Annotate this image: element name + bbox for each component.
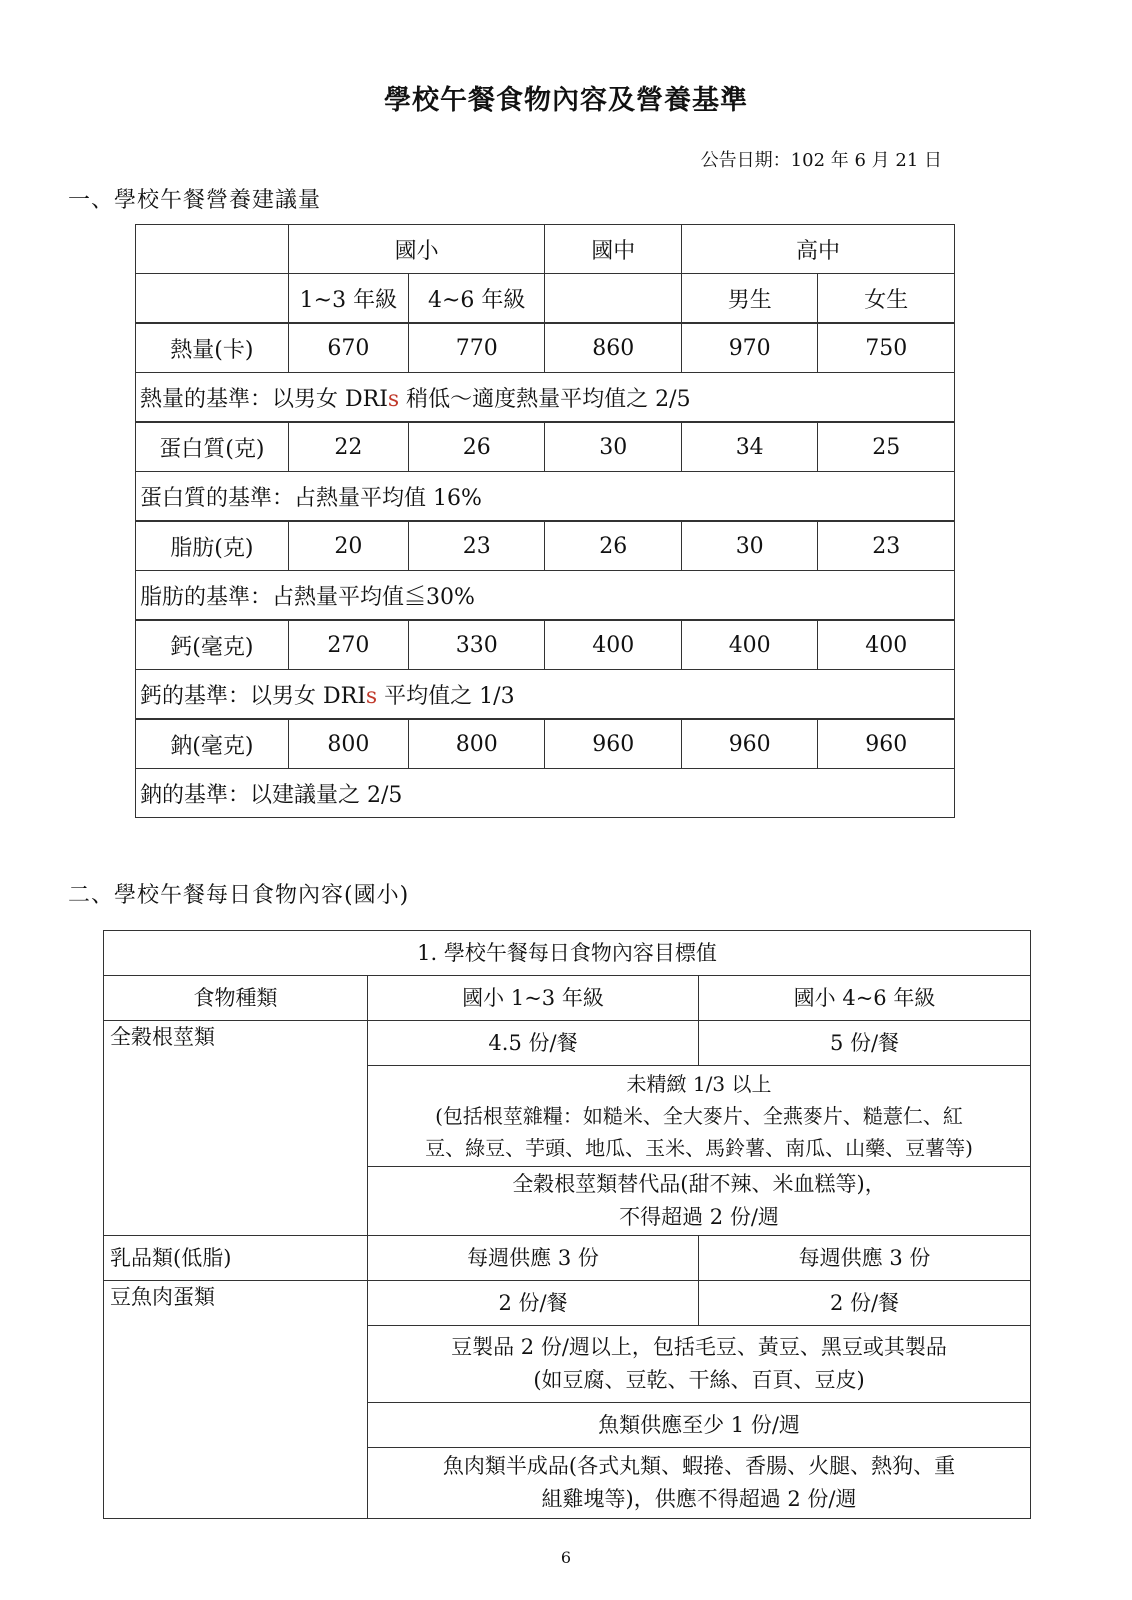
table-row: [104, 1021, 1031, 1066]
standard-note: 蛋白質的基準：占熱量平均值 16%: [136, 472, 955, 522]
row-label: 熱量(卡): [136, 323, 289, 373]
value-cell: 23: [408, 521, 545, 571]
value-cell: 270: [288, 620, 408, 670]
daily-food-table: [103, 930, 1031, 1519]
grains-unrefined-note: 未精緻 1/3 以上 (包括根莖雜糧：如糙米、全大麥片、全燕麥片、糙薏仁、紅 豆、綠豆、芋頭、地瓜、玉米、馬鈴薯、南瓜、山藥、豆薯等): [368, 1066, 1031, 1167]
value-cell: 400: [681, 620, 817, 670]
note-row: [136, 472, 955, 522]
table-subheader-row: [136, 274, 955, 324]
table-row: [136, 620, 955, 670]
row-label: 蛋白質(克): [136, 422, 289, 472]
nutrition-table: [135, 224, 955, 818]
standard-note: 熱量的基準：以男女 DRIs 稍低～適度熱量平均值之 2/5: [136, 373, 955, 423]
subheader-junior-empty: [545, 274, 681, 324]
note-row: [136, 373, 955, 423]
dairy-grade-1-3: 每週供應 3 份: [368, 1236, 699, 1281]
value-cell: 960: [818, 719, 955, 769]
protein-grade-1-3: 2 份/餐: [368, 1281, 699, 1326]
category-protein: 豆魚肉蛋類: [104, 1281, 368, 1519]
table-row: [136, 719, 955, 769]
value-cell: 330: [408, 620, 545, 670]
header-empty-cell: [136, 225, 289, 274]
value-cell: 970: [681, 323, 817, 373]
standard-note: 鈣的基準：以男女 DRIs 平均值之 1/3: [136, 670, 955, 720]
value-cell: 22: [288, 422, 408, 472]
value-cell: 960: [545, 719, 681, 769]
note-row: [136, 571, 955, 621]
header-grade-4-6: 國小 4~6 年級: [699, 976, 1031, 1021]
table-row: [136, 521, 955, 571]
table-row: [136, 323, 955, 373]
subheader-grade-1-3: 1~3 年級: [288, 274, 408, 324]
protein-soy-note: 豆製品 2 份/週以上，包括毛豆、黃豆、黑豆或其製品 (如豆腐、豆乾、干絲、百頁、豆皮): [368, 1326, 1031, 1403]
value-cell: 400: [818, 620, 955, 670]
table-row: [104, 1236, 1031, 1281]
category-dairy: 乳品類(低脂): [104, 1236, 368, 1281]
row-label: 脂肪(克): [136, 521, 289, 571]
value-cell: 26: [545, 521, 681, 571]
value-cell: 750: [818, 323, 955, 373]
header-senior: 高中: [681, 225, 954, 274]
value-cell: 26: [408, 422, 545, 472]
value-cell: 25: [818, 422, 955, 472]
value-cell: 960: [681, 719, 817, 769]
section1-heading: 一、學校午餐營養建議量: [68, 188, 322, 213]
value-cell: 800: [408, 719, 545, 769]
announce-date: 公告日期：102 年 6 月 21 日: [700, 150, 942, 171]
row-label: 鈉(毫克): [136, 719, 289, 769]
protein-fish-note: 魚類供應至少 1 份/週: [368, 1403, 1031, 1448]
dairy-grade-4-6: 每週供應 3 份: [699, 1236, 1031, 1281]
subheader-male: 男生: [681, 274, 817, 324]
protein-grade-4-6: 2 份/餐: [699, 1281, 1031, 1326]
header-category: 食物種類: [104, 976, 368, 1021]
section2-heading: 二、學校午餐每日食物內容(國小): [68, 883, 410, 908]
row-label: 鈣(毫克): [136, 620, 289, 670]
subheader-empty-cell: [136, 274, 289, 324]
grains-substitute-note: 全穀根莖類替代品(甜不辣、米血糕等)， 不得超過 2 份/週: [368, 1167, 1031, 1236]
grains-grade-1-3: 4.5 份/餐: [368, 1021, 699, 1066]
table-row: [136, 422, 955, 472]
header-junior: 國中: [545, 225, 681, 274]
note-row: [136, 670, 955, 720]
table-title-row: [104, 931, 1031, 976]
value-cell: 770: [408, 323, 545, 373]
category-grains: 全穀根莖類: [104, 1021, 368, 1236]
subheader-female: 女生: [818, 274, 955, 324]
standard-note: 鈉的基準：以建議量之 2/5: [136, 769, 955, 818]
value-cell: 670: [288, 323, 408, 373]
value-cell: 400: [545, 620, 681, 670]
note-row: [136, 769, 955, 818]
value-cell: 860: [545, 323, 681, 373]
page-title: 學校午餐食物內容及營養基準: [384, 85, 748, 116]
subheader-grade-4-6: 4~6 年級: [408, 274, 545, 324]
value-cell: 800: [288, 719, 408, 769]
page-number: 6: [560, 1548, 572, 1567]
table-header-row: [136, 225, 955, 274]
value-cell: 34: [681, 422, 817, 472]
value-cell: 20: [288, 521, 408, 571]
header-elementary: 國小: [288, 225, 545, 274]
table-row: [104, 1281, 1031, 1326]
value-cell: 23: [818, 521, 955, 571]
header-grade-1-3: 國小 1~3 年級: [368, 976, 699, 1021]
grains-grade-4-6: 5 份/餐: [699, 1021, 1031, 1066]
protein-processed-note: 魚肉類半成品(各式丸類、蝦捲、香腸、火腿、熱狗、重 組雞塊等)，供應不得超過 2 份/週: [368, 1448, 1031, 1519]
table-title: 1. 學校午餐每日食物內容目標值: [104, 931, 1031, 976]
value-cell: 30: [545, 422, 681, 472]
value-cell: 30: [681, 521, 817, 571]
table-header-row: [104, 976, 1031, 1021]
standard-note: 脂肪的基準：占熱量平均值≦30%: [136, 571, 955, 621]
